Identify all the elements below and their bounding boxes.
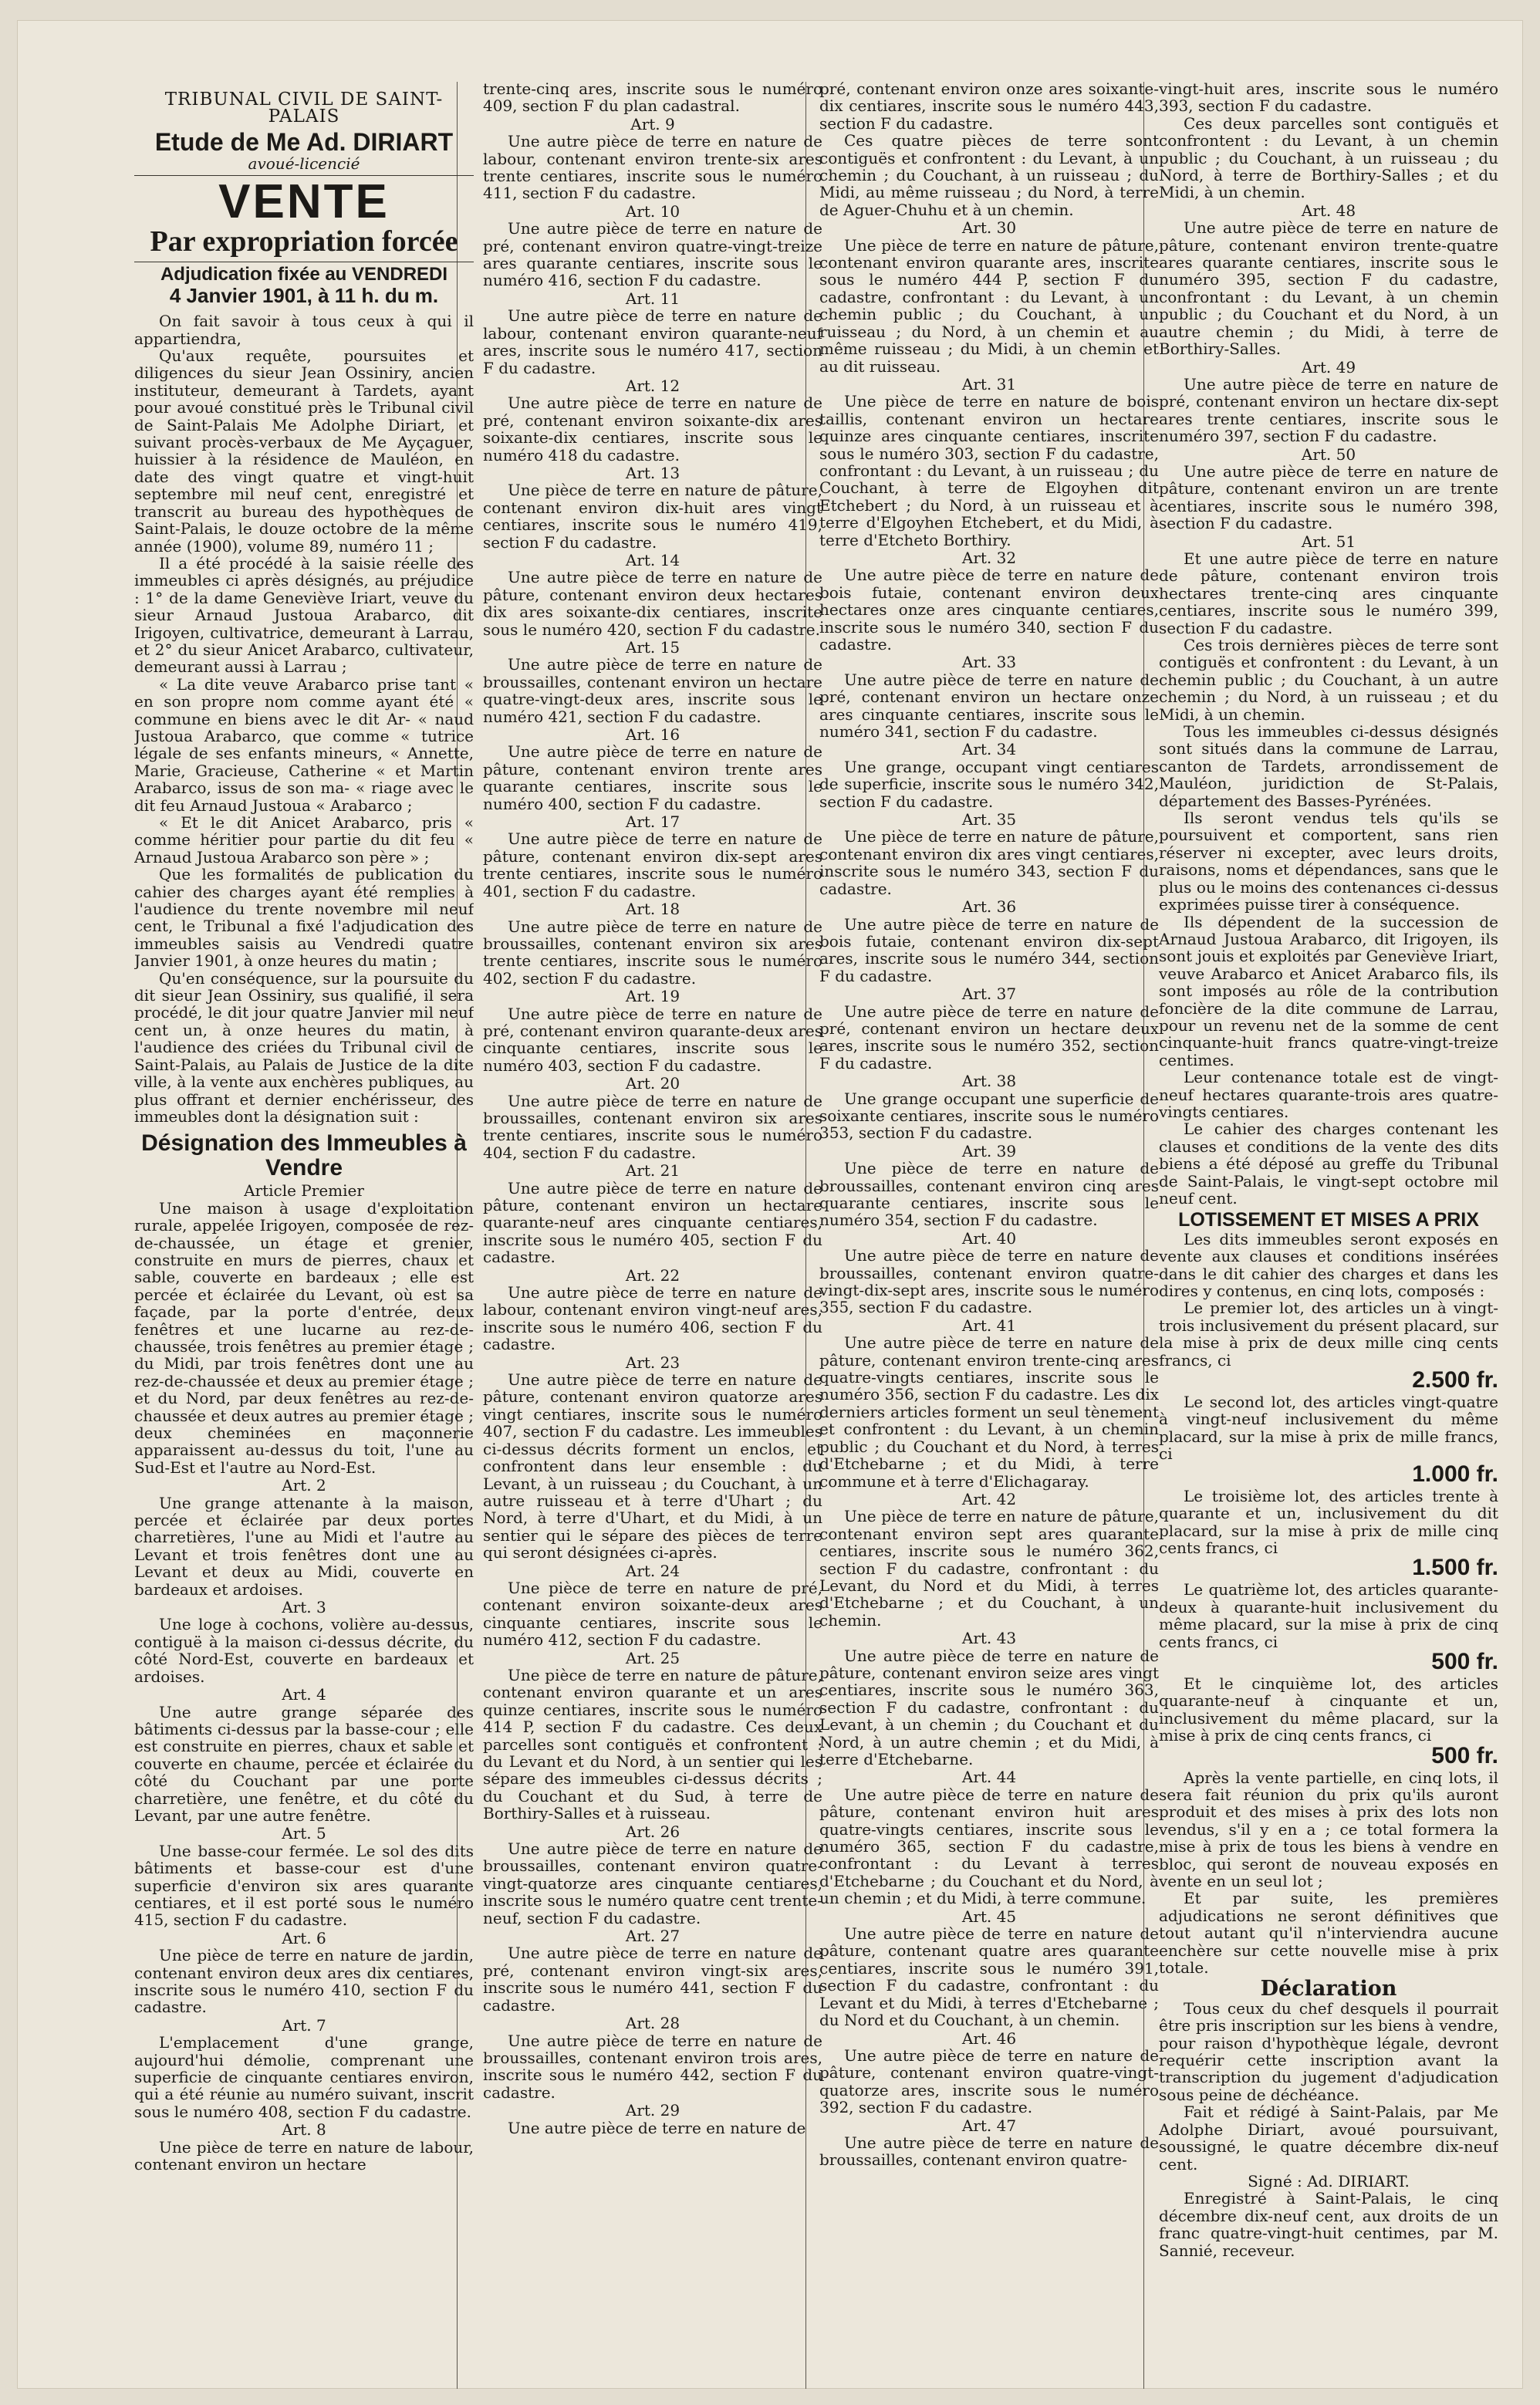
- article-label: Art. 38: [961, 1072, 1017, 1091]
- article-label: Art. 7: [282, 2015, 326, 2035]
- article-label: Art. 41: [961, 1316, 1017, 1335]
- closing-paragraph: Leur contenance totale est de vingt-neuf hectares quarante-trois ares quatre-vingts centiares.: [1159, 1068, 1498, 1121]
- article-text: Une autre pièce de terre en nature de pâture, contenant environ seize ares vingt centiares, inscrite sous le numéro 363, section F du cadastre, confrontant : du Levant, à un chemin ; du Couchant et du Nord, à un autre chemin ; et du Midi, à terre d'Etchebarne.: [819, 1646, 1159, 1768]
- article-text: Une autre pièce de terre en nature de broussailles, contenant environ quatre-: [819, 2133, 1159, 2170]
- confrontation-paragraph: Ces quatre pièces de terre sont contiguës et confrontent : du Levant, à un chemin ; du Couchant, à un ruisseau ; du Midi, au même ruisseau ; du Nord, à terre de Aguer-Chuhu et à un chemin.: [819, 131, 1159, 219]
- article-text: Une autre pièce de terre en nature de pâture, contenant environ trente ares quarante centiares, inscrite sous le numéro 400, section F du cadastre.: [483, 742, 822, 813]
- articles-list: [483, 116, 822, 2136]
- article-label: Art. 17: [625, 812, 681, 832]
- article-text: Une autre pièce de terre en nature de pâture, contenant environ un are trente centiares, inscrite sous le numéro 398, section F du cadastre.: [1159, 461, 1498, 533]
- article-label: Art. 30: [961, 218, 1017, 238]
- column-1: [134, 91, 474, 2398]
- article-text: Une grange attenante à la maison, percée et éclairée par deux portes charretières, l'une au Midi et l'autre au Levant et trois fenêtres dont une au Levant et deux au Midi, couverte en bardeaux et ardoises.: [134, 1493, 474, 1599]
- article-label: Art. 23: [625, 1353, 681, 1372]
- lot-price: 1.500 fr.: [1412, 1555, 1498, 1581]
- article-label: Art. 10: [625, 201, 681, 221]
- article-text: Une autre pièce de terre en nature de pâture, contenant environ trente-cinq ares quatre-vingts centiares, inscrite sous le numéro 356, section F du cadastre. Les dix derniers articles forment un seul tènement et confrontent : du Levant, à un chemin public ; du Couchant et du Nord, à terres d'Etchebarne ; et du Midi, à terre commune et à terre d'Elichagaray.: [819, 1333, 1159, 1491]
- article-label: Art. 19: [625, 987, 681, 1006]
- continued-text: pré, contenant environ onze ares soixante-dix centiares, inscrite sous le numéro 443, section F du cadastre.: [819, 80, 1159, 133]
- adjudication-line: Adjudication fixée au VENDREDI: [160, 264, 448, 285]
- article-text: Une autre pièce de terre en nature de broussailles, contenant environ quatre-vingt-quatorze ares cinquante centiares, inscrite sous le numéro quatre cent trente-neuf, section F du cadastre.: [483, 1839, 822, 1927]
- article-label: Art. 29: [625, 2101, 681, 2120]
- continued-text: vingt-huit ares, inscrite sous le numéro 393, section F du cadastre.: [1159, 80, 1498, 116]
- article-label: Art. 31: [961, 374, 1017, 394]
- article-label: Art. 3: [282, 1598, 326, 1617]
- article-label: Art. 22: [625, 1265, 681, 1285]
- closing-paragraph: Ces trois dernières pièces de terre sont contiguës et confrontent : du Levant, à un chemin public ; du Couchant, à un autre chemin ; du Nord, à un ruisseau ; et du Midi, à un chemin.: [1159, 636, 1498, 724]
- adjudication-date: 4 Janvier 1901, à 11 h. du m.: [169, 284, 439, 308]
- articles-list: [134, 1477, 474, 2173]
- declaration-paragraph: Tous ceux du chef desquels il pourrait être pris inscription sur les biens à vendre, pour raison d'hypothèque légale, devront requérir cette inscription avant la transcription du jugement d'adjudication sous peine de déchéance.: [1159, 1998, 1498, 2104]
- article-text: Une grange occupant une superficie de soixante centiares, inscrite sous le numéro 353, section F du cadastre.: [819, 1089, 1159, 1143]
- article-label: Art. 43: [961, 1629, 1017, 1648]
- article-label: Art. 39: [961, 1141, 1017, 1160]
- column-3: [819, 80, 1159, 2387]
- article-text: Une autre pièce de terre en nature de labour, contenant environ vingt-neuf ares, inscrite sous le numéro 406, section F du cadastre.: [483, 1283, 822, 1354]
- article-text: Une pièce de terre en nature de pâture, contenant environ dix-huit ares vingt centiares, inscrite sous le numéro 419, section F du cadastre.: [483, 481, 822, 552]
- article-text: L'emplacement d'une grange, aujourd'hui démolie, comprenant une superficie de cinquante centiares environ, qui a été réunie au numéro suivant, inscrit sous le numéro 408, section F du cadastre.: [134, 2033, 474, 2121]
- article-text: Une autre pièce de terre en nature de broussailles, contenant environ six ares trente centiares, inscrite sous le numéro 404, section F du cadastre.: [483, 1091, 822, 1162]
- article-text: Une autre pièce de terre en nature de pâture, contenant environ dix-sept ares trente centiares, inscrite sous le numéro 401, section F du cadastre.: [483, 829, 822, 900]
- article-label: Art. 11: [625, 289, 681, 308]
- etude-title: Etude de Me Ad. DIRIART: [154, 127, 454, 156]
- article-text: Une autre pièce de terre en nature de broussailles, contenant environ trois ares, inscrite sous le numéro 442, section F du cadastre.: [483, 2031, 822, 2102]
- article-label: Art. 45: [961, 1907, 1017, 1926]
- lot-text: Et le cinquième lot, des articles quarante-neuf à cinquante et un, inclusivement du même placard, sur la mise à prix de cinq cents francs, ci: [1159, 1674, 1498, 1745]
- article-label: Art. 46: [961, 2028, 1017, 2048]
- article-text: Une autre pièce de terre en nature de labour, contenant environ trente-six ares trente centiares, inscrite sous le numéro 411, section F du cadastre.: [483, 132, 822, 203]
- declaration-title: Déclaration: [1260, 1977, 1397, 2001]
- article-text: Une pièce de terre en nature de pâture, contenant environ quarante et un ares quinze centiares, inscrite sous le numéro 414 P, section F du cadastre. Ces deux parcelles sont contiguës et confrontent : du Levant et du Nord, à un sentier qui les sépare des immeubles ci-dessus décrits ; du Couchant et du Sud, à terre de Borthiry-Salles et à ruisseau.: [483, 1665, 822, 1823]
- court-name: TRIBUNAL CIVIL DE SAINT-PALAIS: [164, 91, 444, 127]
- lots-intro: Les dits immeubles seront exposés en vente aux clauses et conditions insérées dans le dit cahier des charges et dans les dires y contenus, en cinq lots, composés :: [1159, 1229, 1498, 1301]
- article-label: Art. 14: [625, 550, 681, 569]
- confrontation-paragraph: Ces deux parcelles sont contiguës et confrontent : du Levant, à un chemin public ; du Couchant, à un ruisseau ; du Nord, à terre de Borthiry-Salles ; et du Midi, à un chemin.: [1159, 113, 1498, 202]
- article-text: Une pièce de terre en nature de pâture, contenant environ quarante ares, inscrite sous le numéro 444 P, section F du cadastre, confrontant : du Levant, à un chemin public ; du Couchant, à un ruisseau ; du Nord, à un chemin et au même ruisseau ; du Midi, à un chemin et au dit ruisseau.: [819, 235, 1159, 376]
- article-label: Art. 48: [1301, 201, 1356, 220]
- closing-paragraph: Tous les immeubles ci-dessus désignés sont situés dans la commune de Larrau, canton de Tardets, arrondissement de Mauléon, juridiction de St-Palais, département des Basses-Pyrénées.: [1159, 722, 1498, 810]
- article-label: Art. 36: [961, 897, 1017, 917]
- articles-list: [1159, 202, 1498, 637]
- article-text: Une pièce de terre en nature de pâture, contenant environ dix ares vingt centiares, inscrite sous le numéro 343, section F du cadastre.: [819, 827, 1159, 898]
- designation-title: Désignation des Immeubles à Vendre: [141, 1130, 467, 1181]
- lots-after-paragraph: Après la vente partielle, en cinq lots, il sera fait réunion du prix qu'ils auront produit et des mises à prix des lots non vendus, s'il y en a ; ce total formera la mise à prix de tous les biens à vendre en bloc, qui seront de nouveau exposés en vente en un seul lot ;: [1159, 1768, 1498, 1890]
- article-label: Art. 4: [282, 1685, 326, 1704]
- registration-paragraph: Enregistré à Saint-Palais, le cinq décembre dix-neuf cent, aux droits de un franc quatre-vingt-huit centimes, par M. Sannié, receveur.: [1159, 2189, 1498, 2260]
- intro-paragraph: « La dite veuve Arabarco prise tant « en son propre nom comme ayant été « commune en biens avec le dit Ar- « naud Justoua Arabarco, que comme « tutrice légale de ses enfants mineurs, « Annette, Marie, Gracieuse, Catherine « et Martin Arabarco, issus de son ma- « riage avec le dit feu Arnaud Justoua « Arabarco ;: [134, 674, 474, 815]
- column-4: [1159, 80, 1498, 2387]
- article-label: Art. 44: [961, 1768, 1017, 1787]
- declaration-paragraph: Fait et rédigé à Saint-Palais, par Me Adolphe Diriart, avoué poursuivant, soussigné, le quatre décembre dix-neuf cent.: [1159, 2103, 1498, 2174]
- article-text: Une autre pièce de terre en nature de labour, contenant environ quarante-neuf ares, inscrite sous le numéro 417, section F du cadastre.: [483, 306, 822, 377]
- article-label: Art. 50: [1301, 444, 1356, 464]
- article-label: Art. 21: [625, 1161, 681, 1181]
- article-text: Une autre pièce de terre en nature de bois futaie, contenant environ dix-sept ares, inscrite sous le numéro 344, section F du cadastre.: [819, 914, 1159, 985]
- article-label: Art. 15: [625, 638, 681, 657]
- article-text: Une autre pièce de terre en nature de: [508, 2118, 806, 2137]
- lots-list: [1159, 1299, 1498, 1767]
- article-text: Une autre pièce de terre en nature de pré, contenant environ un hectare onze ares cinquante centiares, inscrite sous le numéro 341, section F du cadastre.: [819, 670, 1159, 741]
- article-label: Art. 32: [961, 548, 1017, 567]
- intro-paragraph: On fait savoir à tous ceux à qui il appartiendra,: [134, 312, 474, 348]
- article-label: Art. 20: [625, 1074, 681, 1093]
- article-text: Une pièce de terre en nature de broussailles, contenant environ cinq ares quarante centiares, inscrite sous le numéro 354, section F du cadastre.: [819, 1159, 1159, 1230]
- lot-price: 2.500 fr.: [1412, 1367, 1498, 1393]
- article-text: Une autre pièce de terre en nature de pâture, contenant environ huit ares quatre-vingts centiares, inscrite sous le numéro 365, section F du cadastre, confrontant : du Levant à terres d'Etchebarne ; du Couchant et du Nord, à un chemin ; et du Midi, à terre commune.: [819, 1785, 1159, 1908]
- article-text: Une autre pièce de terre en nature de pâture, contenant environ un hectare quarante-neuf ares cinquante centiares, inscrite sous le numéro 405, section F du cadastre.: [483, 1178, 822, 1267]
- avoue-subtitle: avoué-licencié: [248, 154, 360, 173]
- intro-paragraph: Qu'aux requête, poursuites et diligences du sieur Jean Ossiniry, ancien instituteur, demeurant à Tardets, ayant pour avoué constitué près le Tribunal civil de Saint-Palais Me Adolphe Diriart, et suivant procès-verbaux de Me Ayçaguer, huissier à la résidence de Mauléon, en date des vingt quatre et vingt-huit septembre mil neuf cent, enregistré et transcrit au bureau des hypothèques de Saint-Palais, le douze octobre de la même année (1900), volume 89, numéro 11 ;: [134, 346, 474, 556]
- article-label: Art. 13: [625, 463, 681, 482]
- article-label: Art. 35: [961, 810, 1017, 829]
- article-label: Art. 47: [961, 2116, 1017, 2135]
- articles-list: [819, 219, 1159, 2169]
- intro-paragraph: Qu'en conséquence, sur la poursuite du dit sieur Jean Ossiniry, sus qualifié, il sera procédé, le dit jour quatre Janvier mil neuf cent un, à onze heures du matin, à l'audience des criées du Tribunal civil de Saint-Palais, au Palais de Justice de la dite ville, à la vente aux enchères publiques, au plus offrant et dernier enchérisseur, des immeubles dont la désignation suit :: [134, 968, 474, 1126]
- article-1-text: Une maison à usage d'exploitation rurale, appelée Irigoyen, composée de rez-de-chaussée, un étage et grenier, construite en murs de pierres, chaux et sable, couverte en bardeaux ; elle est percée et éclairée du Levant, où est sa façade, par la porte d'entrée, deux fenêtres et une lucarne au rez-de-chaussée, trois fenêtres au premier étage ; du Midi, par trois fenêtres dont une au rez-de-chaussée et deux au premier étage ; et du Nord, par deux fenêtres au rez-de-chaussée et deux autres au premier étage ; deux cheminées en maçonnerie apparaissent au-dessus du toit, l'une au Sud-Est et l'autre au Nord-Est.: [134, 1198, 474, 1477]
- intro-block: [134, 312, 474, 1125]
- lot-text: Le second lot, des articles vingt-quatre à vingt-neuf inclusivement du même placard, sur la mise à prix de mille francs, ci: [1159, 1393, 1498, 1464]
- signature-line: Signé : Ad. DIRIART.: [1248, 2171, 1410, 2191]
- article-label: Art. 24: [625, 1561, 681, 1580]
- article-text: Une autre pièce de terre en nature de bois futaie, contenant environ deux hectares onze ares cinquante centiares, inscrite sous le numéro 340, section F du cadastre.: [819, 566, 1159, 654]
- article-label: Art. 34: [961, 740, 1017, 759]
- article-text: Une basse-cour fermée. Le sol des dits bâtiments et basse-cour est d'une superficie d'environ six ares quarante centiares, et il est porté sous le numéro 415, section F du cadastre.: [134, 1841, 474, 1930]
- article-text: Une autre pièce de terre en nature de pâture, contenant environ deux hectares dix ares soixante-dix centiares, inscrite sous le numéro 420, section F du cadastre.: [483, 568, 822, 639]
- article-text: Une autre pièce de terre en nature de pré, contenant environ quarante-deux ares cinquante centiares, inscrite sous le numéro 403, section F du cadastre.: [483, 1004, 822, 1075]
- article-text: Une pièce de terre en nature de bois taillis, contenant environ un hectare quinze ares cinquante centiares, inscrite sous le numéro 303, section F du cadastre, confrontant : du Levant, à un ruisseau ; du Couchant, à terre de Elgoyhen dit Etchebert ; du Nord, à un ruisseau et à terre d'Elgoyhen Etchebert, et du Midi, à terre d'Etcheto Borthiry.: [819, 392, 1159, 549]
- newspaper-page: [17, 20, 1523, 2389]
- closing-paragraph: Ils seront vendus tels qu'ils se poursuivent et comportent, sans rien réserver ni excepter, avec leurs droits, raisons, noms et dépendances, sans que le plus ou le moins des contenances ci-dessus exprimées puisse tirer à conséquence.: [1159, 809, 1498, 914]
- article-text: Une autre pièce de terre en nature de pré, contenant environ vingt-six ares, inscrite sous le numéro 441, section F du cadastre.: [483, 1944, 822, 2015]
- article-label: Art. 2: [282, 1476, 326, 1495]
- continued-text: trente-cinq ares, inscrite sous le numéro 409, section F du plan cadastral.: [483, 80, 822, 116]
- article-label: Art. 5: [282, 1824, 326, 1843]
- article-label: Art. 8: [282, 2120, 326, 2140]
- lot-price: 500 fr.: [1431, 1648, 1498, 1674]
- article-text: Une autre pièce de terre en nature de broussailles, contenant environ six ares trente centiares, inscrite sous le numéro 402, section F du cadastre.: [483, 917, 822, 988]
- article-text: Une pièce de terre en nature de pré, contenant environ soixante-deux ares cinquante centiares, inscrite sous le numéro 412, section F du cadastre.: [483, 1578, 822, 1650]
- article-label: Art. 49: [1301, 357, 1356, 377]
- article-premier-label: Article Premier: [244, 1181, 364, 1201]
- article-text: Une autre pièce de terre en nature de broussailles, contenant environ un hectare quatre-vingt-deux ares, inscrite sous le numéro 421, section F du cadastre.: [483, 655, 822, 726]
- article-text: Une autre pièce de terre en nature de pâture, contenant quatre ares quarante centiares, inscrite sous le numéro 391, section F du cadastre, confrontant : du Levant et du Midi, à terres d'Etchebarne ; du Nord et du Couchant, à un chemin.: [819, 1924, 1159, 2030]
- article-text: Une autre pièce de terre en nature de pâture, contenant environ quatorze ares vingt centiares, inscrite sous le numéro 407, section F du cadastre. Les immeubles ci-dessus décrits forment un enclos, et confrontent dans leur ensemble : du Levant, à un ruisseau ; du Couchant, à un autre ruisseau et à terre d'Uhart ; du Nord, à terre d'Uhart, et du Midi, à un sentier qui le sépare des pièces de terre qui seront désignées ci-après.: [483, 1370, 822, 1562]
- article-label: Art. 18: [625, 900, 681, 919]
- article-label: Art. 25: [625, 1648, 681, 1667]
- article-label: Art. 33: [961, 653, 1017, 672]
- article-text: Une autre pièce de terre en nature de pré, contenant environ un hectare deux ares, inscrite sous le numéro 352, section F du cadastre.: [819, 1002, 1159, 1072]
- article-text: Une pièce de terre en nature de labour, contenant environ un hectare: [134, 2137, 474, 2174]
- article-label: Art. 51: [1301, 532, 1356, 551]
- article-text: Une autre pièce de terre en nature de pâture, contenant environ quatre-vingt-quatorze ares, inscrite sous le numéro 392, section F du cadastre.: [819, 2045, 1159, 2117]
- article-text: Une autre grange séparée des bâtiments ci-dessus par la basse-cour ; elle est construite en pierres, chaux et sable et couverte en chaume, percée et éclairée du côté du Couchant par une porte charretière, une fenêtre, et du côté du Levant, par une autre fenêtre.: [134, 1702, 474, 1825]
- article-label: Art. 27: [625, 1927, 681, 1946]
- article-text: Une pièce de terre en nature de pâture, contenant environ sept ares quarante centiares, inscrite sous le numéro 362, section F du cadastre, confrontant : du Levant, du Nord et du Midi, à terres d'Etchebarne ; et du Couchant, à un chemin.: [819, 1507, 1159, 1630]
- column-2: [483, 80, 822, 2387]
- article-text: Une grange, occupant vingt centiares de superficie, inscrite sous le numéro 342, section F du cadastre.: [819, 757, 1159, 811]
- article-text: Une autre pièce de terre en nature de broussailles, contenant environ quatre-vingt-dix-sept ares, inscrite sous le numéro 355, section F du cadastre.: [819, 1246, 1159, 1317]
- lot-text: Le premier lot, des articles un à vingt-trois inclusivement du présent placard, sur la mise à prix de deux mille cinq cents francs, ci: [1159, 1299, 1498, 1370]
- article-label: Art. 37: [961, 985, 1017, 1004]
- article-label: Art. 6: [282, 1928, 326, 1947]
- lot-text: Le troisième lot, des articles trente à quarante et un, inclusivement du dit placard, sur la mise à prix de mille cinq cents francs, ci: [1159, 1486, 1498, 1557]
- intro-paragraph: Que les formalités de publication du cahier des charges ayant été remplies à l'audience du trente novembre mil neuf cent, le Tribunal a fixé l'adjudication des immeubles saisis au Vendredi quatre Janvier 1901, à onze heures du matin ;: [134, 865, 474, 971]
- article-text: Une autre pièce de terre en nature de pré, contenant environ un hectare dix-sept ares trente centiares, inscrite sous le numéro 397, section F du cadastre.: [1159, 374, 1498, 446]
- article-text: Une autre pièce de terre en nature de pré, contenant environ soixante-dix ares soixante-dix centiares, inscrite sous le numéro 418 du cadastre.: [483, 394, 822, 464]
- article-label: Art. 12: [625, 376, 681, 395]
- article-text: Et une autre pièce de terre en nature de pâture, contenant environ trois hectares trente-cinq ares cinquante centiares, inscrite sous le numéro 399, section F du cadastre.: [1159, 549, 1498, 637]
- article-label: Art. 28: [625, 2014, 681, 2033]
- article-label: Art. 40: [961, 1228, 1017, 1248]
- article-label: Art. 42: [961, 1489, 1017, 1508]
- article-text: Une autre pièce de terre en nature de pré, contenant environ quatre-vingt-treize ares quarante centiares, inscrite sous le numéro 416, section F du cadastre.: [483, 219, 822, 290]
- lot-text: Le quatrième lot, des articles quarante-deux à quarante-huit inclusivement du même placard, sur la mise à prix de cinq cents francs, ci: [1159, 1580, 1498, 1651]
- article-text: Une pièce de terre en nature de jardin, contenant environ deux ares dix centiares, inscrite sous le numéro 410, section F du cadastre.: [134, 1946, 474, 2017]
- article-text: Une loge à cochons, volière au-dessus, contiguë à la maison ci-dessus décrite, du côté Nord-Est, couverte en bardeaux et ardoises.: [134, 1615, 474, 1686]
- expropriation-headline: Par expropriation forcée: [150, 225, 458, 258]
- lots-title: LOTISSEMENT ET MISES A PRIX: [1178, 1209, 1479, 1231]
- article-label: Art. 9: [630, 114, 675, 133]
- closing-paragraph: Ils dépendent de la succession de Arnaud Justoua Arabarco, dit Irigoyen, ils sont jouis et exploités par Geneviève Iriart, veuve Arabarco et Anicet Arabarco fils, ils sont imposés au rôle de la contribution foncière de la dite commune de Larrau, pour un revenu net de la somme de cent cinquante-huit francs quatre-vingt-treize centimes.: [1159, 912, 1498, 1069]
- article-text: Une autre pièce de terre en nature de pâture, contenant environ trente-quatre ares quarante centiares, inscrite sous le numéro 395, section F du cadastre, confrontant : du Levant, à un chemin public ; du Couchant et du Nord, à un autre chemin ; du Midi, à terre de Borthiry-Salles.: [1159, 218, 1498, 359]
- intro-paragraph: « Et le dit Anicet Arabarco, pris « comme héritier pour partie du dit feu « Arnaud Justoua Arabarco son père » ;: [134, 813, 474, 866]
- lots-after-paragraph: Et par suite, les premières adjudications ne seront définitives que tout autant qu'il n'interviendra aucune enchère sur cette nouvelle mise à prix totale.: [1159, 1889, 1498, 1978]
- closing-paragraph: Le cahier des charges contenant les clauses et conditions de la vente des dits biens a été déposé au greffe du Tribunal de Saint-Palais, le vingt-sept octobre mil neuf cent.: [1159, 1120, 1498, 1208]
- lot-price: 1.000 fr.: [1412, 1461, 1498, 1487]
- closing-paragraphs: [1159, 637, 1498, 1207]
- article-label: Art. 26: [625, 1822, 681, 1841]
- intro-paragraph: Il a été procédé à la saisie réelle des immeubles ci après désignés, au préjudice : 1° de la dame Geneviève Iriart, veuve du sieur Arnaud Justoua Arabarco, dit Irigoyen, cultivatrice, demeurant à Larrau, et 2° du sieur Anicet Arabarco, cultivateur, demeurant aussi à Larrau ;: [134, 553, 474, 677]
- lot-price: 500 fr.: [1431, 1742, 1498, 1768]
- article-label: Art. 16: [625, 725, 681, 745]
- vente-headline: VENTE: [218, 175, 390, 229]
